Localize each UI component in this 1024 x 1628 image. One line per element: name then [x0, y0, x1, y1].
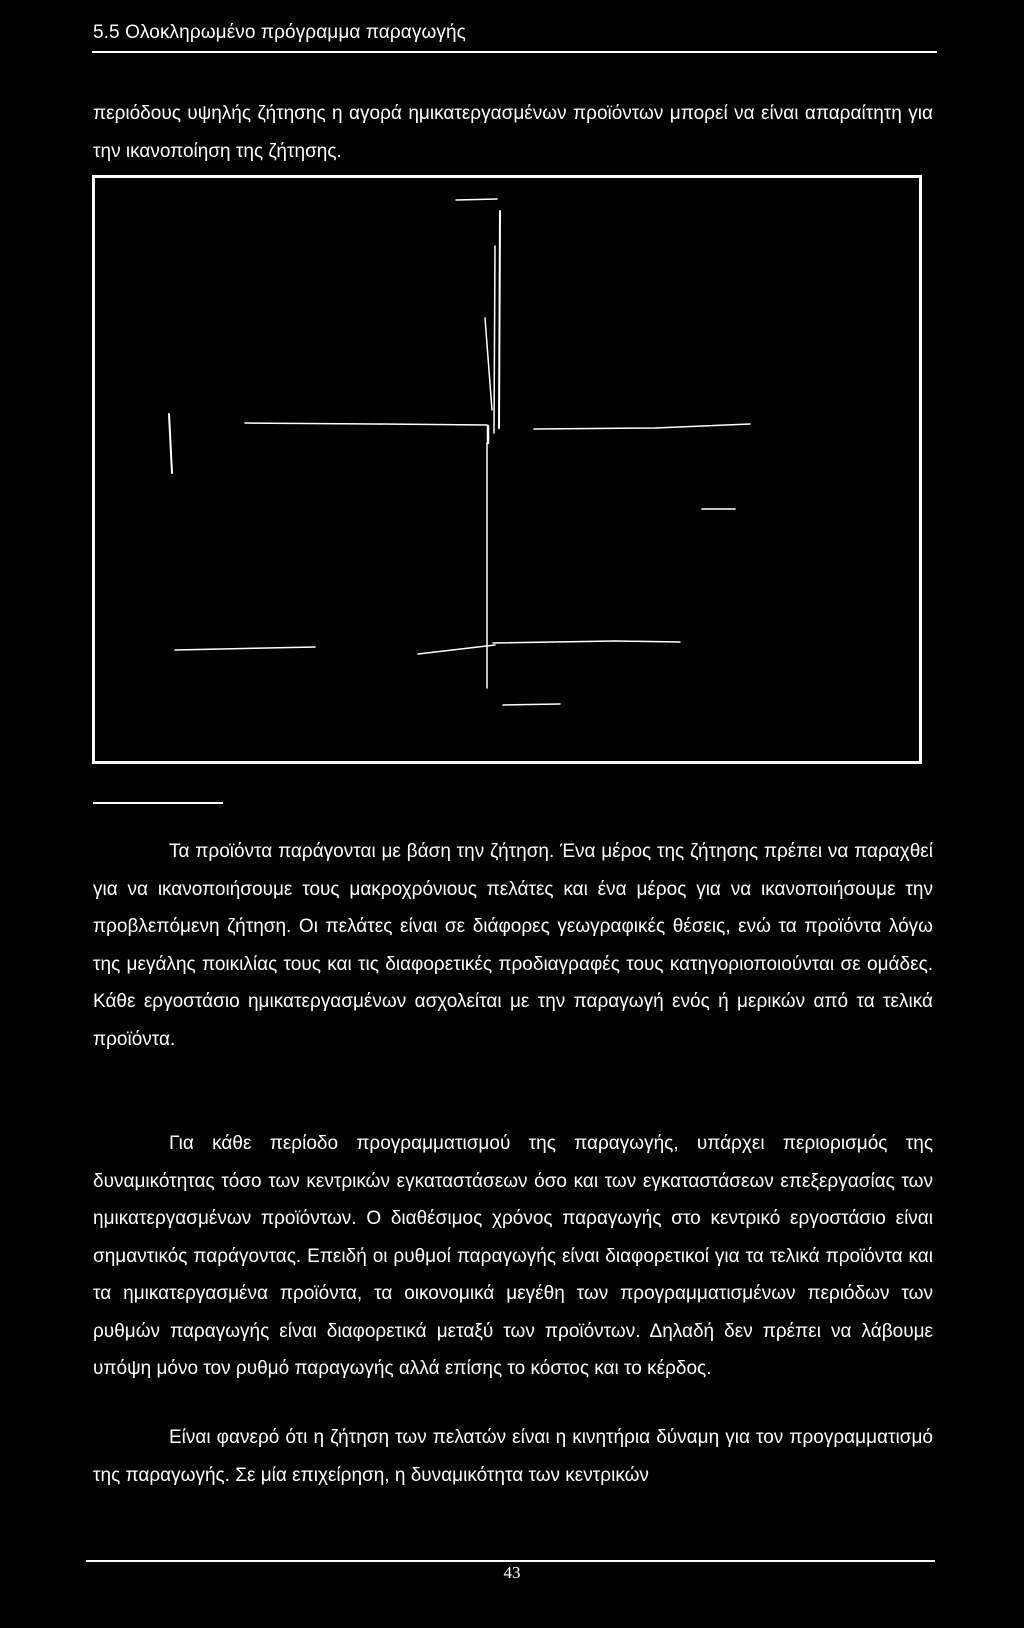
page-number: 43 [503, 1563, 521, 1582]
paragraph-demand: Τα προϊόντα παράγονται με βάση την ζήτηση. Ένα μέρος της ζήτησης πρέπει να παραχθεί για να ικανοποιήσουμε τους μακροχρόνιους πελάτες και ένα μέρος για να ικανοποιήσουμε την προβλεπόμενη ζήτηση. Οι πελάτες είναι σε διάφορες γεωγραφικές θέσεις, ενώ τα προϊόντα λόγω της μεγάλης ποικιλίας τους και τις διαφορετικές προδιαγραφές τους κατηγοριοποιούνται σε ομάδες. Κάθε εργοστάσιο ημικατεργασμένων ασχολείται με την παραγωγή ενός ή μερικών από τα τελικά προϊόντα. [93, 841, 933, 1050]
paragraph-intro: περιόδους υψηλής ζήτησης η αγορά ημικατεργασμένων προϊόντων μπορεί να είναι απαραίτητη για την ικανοποίηση της ζήτησης. [93, 103, 933, 162]
line [503, 704, 560, 705]
paragraph-driving-force: Είναι φανερό ότι η ζήτηση των πελατών είναι η κινητήρια δύναμη για τον προγραμματισμό της παραγωγής. Σε μία επιχείρηση, η δυναμικότητα των κεντρικών [93, 1427, 933, 1486]
line [456, 199, 497, 200]
line [175, 647, 315, 650]
paragraph-capacity: Για κάθε περίοδο προγραμματισμού της παραγωγής, υπάρχει περιορισμός της δυναμικότητας τόσο των κεντρικών εγκαταστάσεων όσο και των εγκαταστάσεων επεξεργασίας των ημικατεργασμένων προϊόντων. Ο διαθέσιμος χρόνος παραγωγής στο κεντρικό εργοστάσιο είναι σημαντικός παράγοντας. Επειδή οι ρυθμοί παραγωγής είναι διαφορετικοί για τα τελικά προϊόντα και τα ημικατεργασμένα προϊόντα, τα οικονομικά μεγέθη των προγραμματισμένων περιόδων των ρυθμών παραγωγής είναι διαφορετικά μεταξύ των προϊόντων. Δηλαδή δεν πρέπει να λάβουμε υπόψη μόνο τον ρυθμό παραγωγής αλλά επίσης το κόστος και το κέρδος. [93, 1133, 933, 1379]
line [499, 211, 500, 428]
figure-diagram [92, 175, 922, 764]
line [418, 645, 495, 654]
section-header: 5.5 Ολοκληρωμένο πρόγραμμα παραγωγής [93, 22, 466, 43]
line [485, 318, 492, 410]
footnote-rule [93, 802, 223, 804]
line [534, 424, 750, 429]
diagram-lines [95, 178, 919, 761]
line [493, 641, 680, 643]
line [494, 246, 495, 433]
line [169, 414, 172, 473]
header-rule [92, 51, 937, 53]
line [245, 423, 487, 425]
